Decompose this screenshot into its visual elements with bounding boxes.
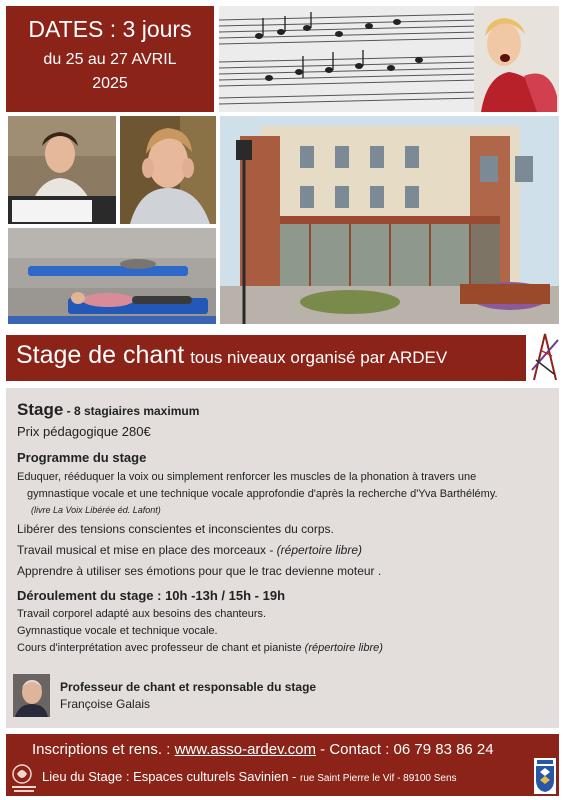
sens-crest-icon <box>534 758 556 794</box>
dates-range: du 25 au 27 AVRIL <box>43 51 177 68</box>
footer-location-line <box>42 769 457 784</box>
sheet-music-photo <box>219 6 559 112</box>
deroulement-item-3-text: Cours d'interprétation avec professeur de chant et pianiste <box>17 642 305 654</box>
deroulement-item-2: Gymnastique vocale et technique vocale. <box>17 625 218 637</box>
stage-title: Stage <box>17 400 64 419</box>
professor-name: Françoise Galais <box>60 697 151 711</box>
title-sub: tous niveaux organisé par ARDEV <box>190 348 448 367</box>
stage-heading <box>17 400 549 420</box>
book-note: (livre La Voix Libérée éd. Lafont) <box>31 505 161 515</box>
content-box <box>6 388 559 728</box>
floor-exercise-photo <box>8 228 216 324</box>
ardev-logo-icon <box>530 330 560 382</box>
programme-item-2-text: Travail musical et mise en place des morceaux - <box>17 543 277 557</box>
programme-item-2 <box>17 543 549 557</box>
footer-contact-line <box>32 741 494 758</box>
woman-face-exercise-photo <box>120 116 216 224</box>
location-label: Lieu du Stage : Espaces culturels Savinien - <box>42 769 300 784</box>
woman-glasses-photo <box>8 116 116 224</box>
dates-title: DATES : 3 jours <box>28 16 192 42</box>
footer <box>6 734 559 796</box>
programme-intro <box>17 469 549 503</box>
stage-subtitle: - 8 stagiaires maximum <box>63 404 200 418</box>
professor-title: Professeur de chant et responsable du stage <box>60 680 317 694</box>
deroulement-item-3 <box>17 642 549 654</box>
programme-intro-line2: gymnastique vocale et une technique vocale approfondie d'après la recherche d'Yva Barthélémy. <box>27 488 498 500</box>
website-link[interactable]: www.asso-ardev.com <box>174 741 316 758</box>
savinien-logo-icon <box>10 762 38 794</box>
programme-item-2-italic: (répertoire libre) <box>276 543 363 557</box>
professor-block <box>13 674 553 719</box>
title-main: Stage de chant <box>16 341 185 369</box>
programme-title: Programme du stage <box>17 450 147 465</box>
deroulement-item-3-italic: (répertoire libre) <box>304 642 383 654</box>
price: Prix pédagogique 280€ <box>17 424 151 439</box>
deroulement-item-1: Travail corporel adapté aux besoins des chanteurs. <box>17 608 267 620</box>
dates-year: 2025 <box>92 75 128 92</box>
programme-intro-line1: Eduquer, rééduquer la voix ou simplement renforcer les muscles de la phonation à travers une <box>17 471 477 483</box>
inscriptions-label: Inscriptions et rens. : <box>32 741 175 758</box>
programme-item-1: Libérer des tensions conscientes et inconscientes du corps. <box>17 522 334 536</box>
programme-item-3: Apprendre à utiliser ses émotions pour que le trac devienne moteur . <box>17 564 382 578</box>
dates-box <box>6 6 214 112</box>
location-address: rue Saint Pierre le Vif - 89100 Sens <box>299 773 457 784</box>
building-photo <box>220 116 559 324</box>
professor-avatar <box>13 674 50 717</box>
title-bar <box>6 335 526 381</box>
deroulement-title: Déroulement du stage : 10h -13h / 15h - 19h <box>17 588 286 603</box>
contact-phone: - Contact : 06 79 83 86 24 <box>316 741 494 758</box>
